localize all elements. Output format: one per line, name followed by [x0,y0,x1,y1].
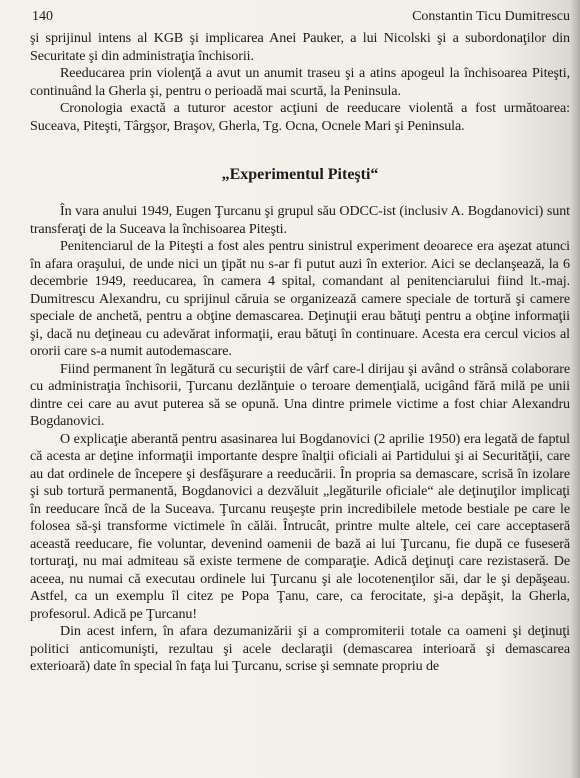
intro-paragraph-1: şi sprijinul intens al KGB şi implicarea Anei Pauker, a lui Nicolski şi a subordonaţilor din Securitate şi din administraţia închisorii. [30,30,570,64]
body-paragraph-5: Din acest infern, în afara dezumanizării şi a compromiterii totale ca oameni şi deţinuţi politici anticomunişti, rezultau şi acele declaraţii (demascarea interioară şi demascarea exterioară) date în special în faţa lui Ţurcanu, scrise şi semnate propriu de [30,623,570,674]
running-head-author: Constantin Ticu Dumitrescu [412,9,570,24]
page-gutter-shadow [570,0,580,778]
body-paragraph-4: O explicaţie aberantă pentru asasinarea lui Bogdanovici (2 aprilie 1950) era legată de faptul că acesta ar deţine informaţii importante despre înalţii oficiali ai Partidului şi ai Securităţii, care au dat ordinele de începere şi desfăşurare a reeducării. În propria sa demascare, scrisă în izolare şi sub tortură permanentă, Bogdanovici a dezvăluit „legăturile oficiale“ ale deţinuţilor implicaţi în reeducare încă de la Suceava. Ţurcanu reuşeşte prin incredibilele metode bestiale pe care le folosea să-şi transforme victimele în călăi. Întrucât, printre multe altele, cei care acceptaseră această reeducare, fie voluntar, devenind oamenii de bază ai lui Ţurcanu, fie după ce fuseseră torturaţi, nu mai admiteau să existe termene de comparaţie. Adică deţinuţi care rezistaseră. De aceea, nu numai că executau ordinele lui Ţurcanu şi ale locotenenţilor săi, dar le şi depăşeau. Astfel, ca un exemplu îl citez pe Popa Ţanu, care, ca ferocitate, şi-a depăşit, la Gherla, profesorul. Adică pe Ţurcanu! [30,430,570,622]
section-title: „Experimentul Piteşti“ [221,166,379,183]
body-paragraph-1: În vara anului 1949, Eugen Ţurcanu şi grupul său ODCC-ist (inclusiv A. Bogdanovici) sunt transferaţi de la Suceava la închisoarea Piteşti. [30,203,570,237]
intro-paragraph-2: Reeducarea prin violenţă a avut un anumit traseu şi a atins apogeul la închisoarea Piteşti, continuând la Gherla şi, pentru o perioadă mai scurtă, la Peninsula. [30,65,570,99]
page-number: 140 [32,9,53,24]
section-spacer [30,135,570,165]
page-header [30,8,570,30]
body-paragraph-3: Fiind permanent în legătură cu securiştii de vârf care-l dirijau şi având o strânsă colaborare cu administraţia închisorii, Ţurcanu dezlănţuie o teroare demenţială, ucigând fără milă pe unii dintre cei care au avut puterea să se opună. Una dintre primele victime a fost chiar Alexandru Bogdanovici. [30,360,570,429]
body-paragraph-2: Penitenciarul de la Piteşti a fost ales pentru sinistrul experiment deoarece era aşezat atunci în afara oraşului, de unde nici un ţipăt nu s-ar fi putut auzi în exterior. Aici se declanşează, la 6 decembrie 1949, reeducarea, în camera 4 spital, comandant al penitenciarului fiind lt.-maj. Dumitrescu Alexandru, cu sprijinul căruia se organizează camere speciale de tortură şi camere speciale de anchetă, pentru a obţine demascarea. Deţinuţii erau bătuţi pentru a obţine informaţii şi, dacă nu deţineau cu adevărat informaţii, erau bătuţi în continuare. Acesta era cercul vicios al ororii care s-a numit autodemascare. [30,238,570,359]
intro-paragraph-3: Cronologia exactă a tuturor acestor acţiuni de reeducare violentă a fost următoarea: Suceava, Piteşti, Târgşor, Braşov, Gherla, Tg. Ocna, Ocnele Mari şi Peninsula. [30,100,570,134]
